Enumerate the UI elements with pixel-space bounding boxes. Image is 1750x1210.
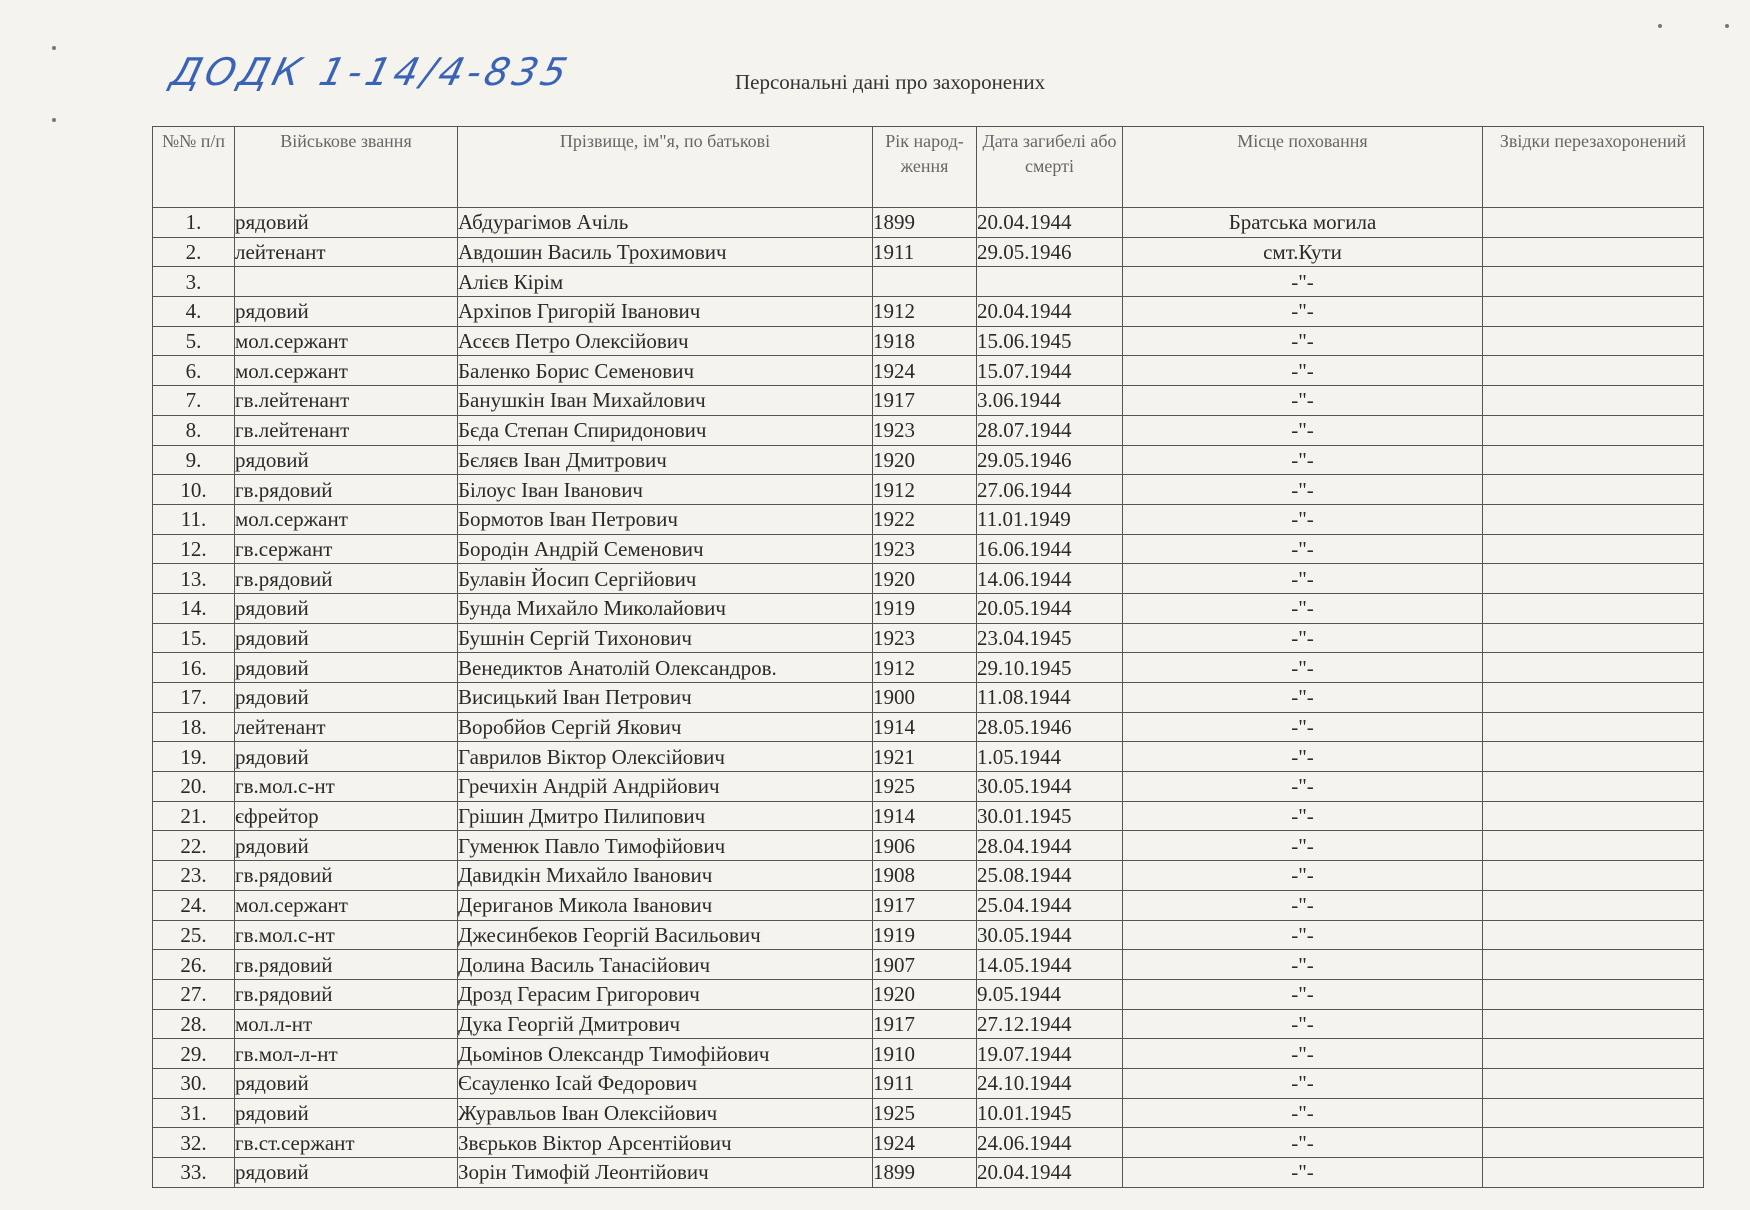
table-row: [153, 534, 1704, 564]
row-burial-place: смт.Кути: [1123, 237, 1483, 267]
row-birth-year: 1907: [873, 950, 977, 980]
row-name: Білоус Іван Іванович: [458, 475, 873, 505]
row-death-date: 29.10.1945: [977, 653, 1123, 683]
row-birth-year: 1923: [873, 623, 977, 653]
row-burial-place: -"-: [1123, 326, 1483, 356]
row-rank: гв.рядовий: [235, 950, 458, 980]
row-rank: єфрейтор: [235, 801, 458, 831]
row-death-date: 14.06.1944: [977, 564, 1123, 594]
row-name: Єсауленко Ісай Федорович: [458, 1068, 873, 1098]
header-birth-year: Рік народ-ження: [873, 127, 977, 208]
row-burial-place: -"-: [1123, 1068, 1483, 1098]
row-reburied-from: [1483, 1128, 1704, 1158]
row-burial-place: -"-: [1123, 979, 1483, 1009]
row-death-date: 30.05.1944: [977, 920, 1123, 950]
row-birth-year: 1911: [873, 1068, 977, 1098]
table-row: [153, 1158, 1704, 1188]
row-birth-year: 1919: [873, 593, 977, 623]
row-rank: гв.мол-л-нт: [235, 1039, 458, 1069]
table-row: [153, 564, 1704, 594]
row-number: 9.: [153, 445, 235, 475]
row-rank: мол.сержант: [235, 890, 458, 920]
row-death-date: 24.06.1944: [977, 1128, 1123, 1158]
row-number: 17.: [153, 683, 235, 713]
row-rank: гв.рядовий: [235, 861, 458, 891]
handwritten-archive-number: ДОДК 1-14/4-835: [166, 50, 576, 94]
row-reburied-from: [1483, 653, 1704, 683]
table-body: [153, 208, 1704, 1188]
row-death-date: 28.04.1944: [977, 831, 1123, 861]
table-row: [153, 1128, 1704, 1158]
row-burial-place: -"-: [1123, 267, 1483, 297]
row-birth-year: 1912: [873, 653, 977, 683]
row-reburied-from: [1483, 920, 1704, 950]
row-burial-place: -"-: [1123, 1158, 1483, 1188]
row-death-date: 29.05.1946: [977, 445, 1123, 475]
row-name: Алієв Кірім: [458, 267, 873, 297]
row-reburied-from: [1483, 1098, 1704, 1128]
row-death-date: 11.01.1949: [977, 504, 1123, 534]
row-number: 22.: [153, 831, 235, 861]
row-number: 24.: [153, 890, 235, 920]
table-row: [153, 1098, 1704, 1128]
row-number: 29.: [153, 1039, 235, 1069]
row-name: Гуменюк Павло Тимофійович: [458, 831, 873, 861]
row-rank: лейтенант: [235, 237, 458, 267]
row-death-date: 30.05.1944: [977, 772, 1123, 802]
row-name: Бородін Андрій Семенович: [458, 534, 873, 564]
row-death-date: 20.05.1944: [977, 593, 1123, 623]
row-reburied-from: [1483, 415, 1704, 445]
row-rank: гв.рядовий: [235, 564, 458, 594]
row-rank: мол.сержант: [235, 504, 458, 534]
row-name: Журавльов Іван Олексійович: [458, 1098, 873, 1128]
row-burial-place: -"-: [1123, 1009, 1483, 1039]
row-burial-place: -"-: [1123, 653, 1483, 683]
row-number: 6.: [153, 356, 235, 386]
table-row: [153, 1068, 1704, 1098]
row-birth-year: 1925: [873, 1098, 977, 1128]
row-number: 31.: [153, 1098, 235, 1128]
row-number: 18.: [153, 712, 235, 742]
row-number: 1.: [153, 208, 235, 238]
row-death-date: 19.07.1944: [977, 1039, 1123, 1069]
row-name: Бунда Михайло Миколайович: [458, 593, 873, 623]
scan-speck: [52, 118, 56, 122]
row-birth-year: 1900: [873, 683, 977, 713]
row-burial-place: -"-: [1123, 772, 1483, 802]
row-birth-year: 1918: [873, 326, 977, 356]
row-rank: [235, 267, 458, 297]
table-row: [153, 861, 1704, 891]
table-row: [153, 297, 1704, 327]
row-reburied-from: [1483, 772, 1704, 802]
burials-table: [152, 126, 1704, 1188]
row-rank: рядовий: [235, 831, 458, 861]
row-death-date: 15.06.1945: [977, 326, 1123, 356]
row-rank: гв.рядовий: [235, 475, 458, 505]
row-burial-place: -"-: [1123, 623, 1483, 653]
row-rank: гв.мол.с-нт: [235, 772, 458, 802]
row-name: Зорін Тимофій Леонтійович: [458, 1158, 873, 1188]
row-burial-place: -"-: [1123, 1039, 1483, 1069]
row-name: Банушкін Іван Михайлович: [458, 386, 873, 416]
row-death-date: 9.05.1944: [977, 979, 1123, 1009]
row-name: Дьомінов Олександр Тимофійович: [458, 1039, 873, 1069]
row-name: Абдурагімов Ачіль: [458, 208, 873, 238]
row-death-date: 3.06.1944: [977, 386, 1123, 416]
row-number: 15.: [153, 623, 235, 653]
row-burial-place: -"-: [1123, 475, 1483, 505]
row-reburied-from: [1483, 861, 1704, 891]
row-death-date: 20.04.1944: [977, 297, 1123, 327]
row-rank: рядовий: [235, 1068, 458, 1098]
table-row: [153, 890, 1704, 920]
row-rank: гв.лейтенант: [235, 386, 458, 416]
row-name: Дрозд Герасим Григорович: [458, 979, 873, 1009]
row-number: 11.: [153, 504, 235, 534]
row-burial-place: -"-: [1123, 297, 1483, 327]
table-row: [153, 742, 1704, 772]
row-birth-year: 1921: [873, 742, 977, 772]
row-birth-year: 1917: [873, 1009, 977, 1039]
row-death-date: 10.01.1945: [977, 1098, 1123, 1128]
row-reburied-from: [1483, 475, 1704, 505]
row-name: Бушнін Сергій Тихонович: [458, 623, 873, 653]
row-number: 5.: [153, 326, 235, 356]
row-name: Булавін Йосип Сергійович: [458, 564, 873, 594]
table-row: [153, 653, 1704, 683]
row-birth-year: [873, 267, 977, 297]
table-row: [153, 683, 1704, 713]
row-death-date: 25.08.1944: [977, 861, 1123, 891]
row-name: Джесинбеков Георгій Васильович: [458, 920, 873, 950]
table-row: [153, 1039, 1704, 1069]
row-burial-place: -"-: [1123, 564, 1483, 594]
row-burial-place: -"-: [1123, 890, 1483, 920]
table-row: [153, 237, 1704, 267]
row-reburied-from: [1483, 504, 1704, 534]
table-row: [153, 356, 1704, 386]
row-name: Давидкін Михайло Іванович: [458, 861, 873, 891]
row-death-date: 20.04.1944: [977, 208, 1123, 238]
table-row: [153, 445, 1704, 475]
row-reburied-from: [1483, 237, 1704, 267]
row-rank: рядовий: [235, 742, 458, 772]
table-row: [153, 593, 1704, 623]
header-reburied-from: Звідки перезахоронений: [1483, 127, 1704, 208]
row-reburied-from: [1483, 831, 1704, 861]
row-reburied-from: [1483, 623, 1704, 653]
row-birth-year: 1923: [873, 534, 977, 564]
row-death-date: 20.04.1944: [977, 1158, 1123, 1188]
row-reburied-from: [1483, 950, 1704, 980]
row-birth-year: 1919: [873, 920, 977, 950]
row-reburied-from: [1483, 534, 1704, 564]
row-burial-place: -"-: [1123, 683, 1483, 713]
row-number: 26.: [153, 950, 235, 980]
row-rank: рядовий: [235, 623, 458, 653]
row-death-date: 16.06.1944: [977, 534, 1123, 564]
row-death-date: 11.08.1944: [977, 683, 1123, 713]
row-burial-place: -"-: [1123, 415, 1483, 445]
row-birth-year: 1920: [873, 979, 977, 1009]
row-burial-place: -"-: [1123, 534, 1483, 564]
row-reburied-from: [1483, 593, 1704, 623]
row-rank: гв.рядовий: [235, 979, 458, 1009]
row-rank: гв.лейтенант: [235, 415, 458, 445]
table-row: [153, 267, 1704, 297]
row-rank: рядовий: [235, 297, 458, 327]
row-reburied-from: [1483, 326, 1704, 356]
table-row: [153, 1009, 1704, 1039]
row-rank: гв.сержант: [235, 534, 458, 564]
row-number: 32.: [153, 1128, 235, 1158]
row-name: Воробйов Сергій Якович: [458, 712, 873, 742]
row-reburied-from: [1483, 1039, 1704, 1069]
row-burial-place: -"-: [1123, 920, 1483, 950]
row-birth-year: 1914: [873, 801, 977, 831]
row-number: 7.: [153, 386, 235, 416]
row-reburied-from: [1483, 742, 1704, 772]
table-row: [153, 504, 1704, 534]
row-burial-place: -"-: [1123, 831, 1483, 861]
row-death-date: 14.05.1944: [977, 950, 1123, 980]
row-number: 33.: [153, 1158, 235, 1188]
table-row: [153, 950, 1704, 980]
row-burial-place: -"-: [1123, 386, 1483, 416]
row-number: 20.: [153, 772, 235, 802]
row-rank: лейтенант: [235, 712, 458, 742]
row-name: Бормотов Іван Петрович: [458, 504, 873, 534]
row-name: Гречихін Андрій Андрійович: [458, 772, 873, 802]
row-reburied-from: [1483, 979, 1704, 1009]
row-birth-year: 1925: [873, 772, 977, 802]
row-death-date: 28.07.1944: [977, 415, 1123, 445]
row-death-date: 24.10.1944: [977, 1068, 1123, 1098]
row-birth-year: 1920: [873, 564, 977, 594]
row-death-date: 15.07.1944: [977, 356, 1123, 386]
scan-speck: [1725, 24, 1729, 28]
row-reburied-from: [1483, 1068, 1704, 1098]
row-death-date: 25.04.1944: [977, 890, 1123, 920]
table-row: [153, 208, 1704, 238]
row-birth-year: 1917: [873, 890, 977, 920]
header-burial-place: Місце поховання: [1123, 127, 1483, 208]
row-reburied-from: [1483, 208, 1704, 238]
row-death-date: 27.12.1944: [977, 1009, 1123, 1039]
row-death-date: 23.04.1945: [977, 623, 1123, 653]
row-burial-place: -"-: [1123, 742, 1483, 772]
row-birth-year: 1912: [873, 475, 977, 505]
row-birth-year: 1924: [873, 1128, 977, 1158]
row-number: 30.: [153, 1068, 235, 1098]
row-death-date: 28.05.1946: [977, 712, 1123, 742]
row-rank: рядовий: [235, 445, 458, 475]
row-reburied-from: [1483, 1158, 1704, 1188]
row-burial-place: -"-: [1123, 861, 1483, 891]
row-name: Баленко Борис Семенович: [458, 356, 873, 386]
table-row: [153, 801, 1704, 831]
row-number: 4.: [153, 297, 235, 327]
row-name: Архіпов Григорій Іванович: [458, 297, 873, 327]
header-death-date: Дата загибелі або смерті: [977, 127, 1123, 208]
row-rank: гв.мол.с-нт: [235, 920, 458, 950]
row-death-date: 30.01.1945: [977, 801, 1123, 831]
row-reburied-from: [1483, 1009, 1704, 1039]
row-name: Долина Василь Танасійович: [458, 950, 873, 980]
row-rank: мол.л-нт: [235, 1009, 458, 1039]
row-birth-year: 1911: [873, 237, 977, 267]
row-reburied-from: [1483, 297, 1704, 327]
row-reburied-from: [1483, 801, 1704, 831]
table-row: [153, 831, 1704, 861]
row-rank: рядовий: [235, 653, 458, 683]
row-number: 8.: [153, 415, 235, 445]
row-number: 14.: [153, 593, 235, 623]
row-reburied-from: [1483, 683, 1704, 713]
row-burial-place: Братська могила: [1123, 208, 1483, 238]
row-birth-year: 1910: [873, 1039, 977, 1069]
table-row: [153, 920, 1704, 950]
row-name: Висицький Іван Петрович: [458, 683, 873, 713]
row-number: 27.: [153, 979, 235, 1009]
row-burial-place: -"-: [1123, 801, 1483, 831]
row-number: 23.: [153, 861, 235, 891]
row-number: 25.: [153, 920, 235, 950]
row-rank: рядовий: [235, 683, 458, 713]
row-rank: мол.сержант: [235, 326, 458, 356]
row-name: Бєда Степан Спиридонович: [458, 415, 873, 445]
row-number: 21.: [153, 801, 235, 831]
row-number: 12.: [153, 534, 235, 564]
table-row: [153, 386, 1704, 416]
row-birth-year: 1912: [873, 297, 977, 327]
row-burial-place: -"-: [1123, 1098, 1483, 1128]
table-header-row: [153, 127, 1704, 208]
table-row: [153, 415, 1704, 445]
row-number: 10.: [153, 475, 235, 505]
table-row: [153, 623, 1704, 653]
row-reburied-from: [1483, 386, 1704, 416]
row-name: Грішин Дмитро Пилипович: [458, 801, 873, 831]
row-number: 3.: [153, 267, 235, 297]
row-name: Асєєв Петро Олексійович: [458, 326, 873, 356]
table-row: [153, 712, 1704, 742]
header-name: Прізвище, ім"я, по батькові: [458, 127, 873, 208]
row-name: Бєляєв Іван Дмитрович: [458, 445, 873, 475]
row-death-date: [977, 267, 1123, 297]
page-title: Персональні дані про захоронених: [735, 70, 1046, 94]
scan-speck: [1658, 24, 1662, 28]
row-birth-year: 1899: [873, 208, 977, 238]
row-birth-year: 1914: [873, 712, 977, 742]
row-name: Дука Георгій Дмитрович: [458, 1009, 873, 1039]
row-birth-year: 1917: [873, 386, 977, 416]
scan-speck: [52, 46, 56, 50]
row-reburied-from: [1483, 356, 1704, 386]
row-name: Дериганов Микола Іванович: [458, 890, 873, 920]
row-burial-place: -"-: [1123, 356, 1483, 386]
row-rank: рядовий: [235, 1098, 458, 1128]
row-birth-year: 1920: [873, 445, 977, 475]
header-num: №№ п/п: [153, 127, 235, 208]
row-death-date: 29.05.1946: [977, 237, 1123, 267]
row-reburied-from: [1483, 267, 1704, 297]
header-rank: Військове звання: [235, 127, 458, 208]
row-burial-place: -"-: [1123, 504, 1483, 534]
table-row: [153, 326, 1704, 356]
row-rank: рядовий: [235, 593, 458, 623]
row-burial-place: -"-: [1123, 593, 1483, 623]
row-reburied-from: [1483, 564, 1704, 594]
row-birth-year: 1924: [873, 356, 977, 386]
row-rank: мол.сержант: [235, 356, 458, 386]
row-number: 2.: [153, 237, 235, 267]
row-name: Гаврилов Віктор Олексійович: [458, 742, 873, 772]
row-burial-place: -"-: [1123, 712, 1483, 742]
row-birth-year: 1922: [873, 504, 977, 534]
table-row: [153, 772, 1704, 802]
row-rank: гв.ст.сержант: [235, 1128, 458, 1158]
row-rank: рядовий: [235, 1158, 458, 1188]
row-burial-place: -"-: [1123, 445, 1483, 475]
row-birth-year: 1899: [873, 1158, 977, 1188]
row-death-date: 1.05.1944: [977, 742, 1123, 772]
row-reburied-from: [1483, 445, 1704, 475]
row-burial-place: -"-: [1123, 950, 1483, 980]
row-death-date: 27.06.1944: [977, 475, 1123, 505]
row-name: Венедиктов Анатолій Олександров.: [458, 653, 873, 683]
row-burial-place: -"-: [1123, 1128, 1483, 1158]
row-reburied-from: [1483, 712, 1704, 742]
row-name: Авдошин Василь Трохимович: [458, 237, 873, 267]
row-number: 19.: [153, 742, 235, 772]
row-number: 16.: [153, 653, 235, 683]
row-number: 28.: [153, 1009, 235, 1039]
row-reburied-from: [1483, 890, 1704, 920]
row-birth-year: 1908: [873, 861, 977, 891]
row-name: Звєрьков Віктор Арсентійович: [458, 1128, 873, 1158]
row-birth-year: 1906: [873, 831, 977, 861]
row-number: 13.: [153, 564, 235, 594]
row-rank: рядовий: [235, 208, 458, 238]
table-row: [153, 475, 1704, 505]
table-row: [153, 979, 1704, 1009]
row-birth-year: 1923: [873, 415, 977, 445]
